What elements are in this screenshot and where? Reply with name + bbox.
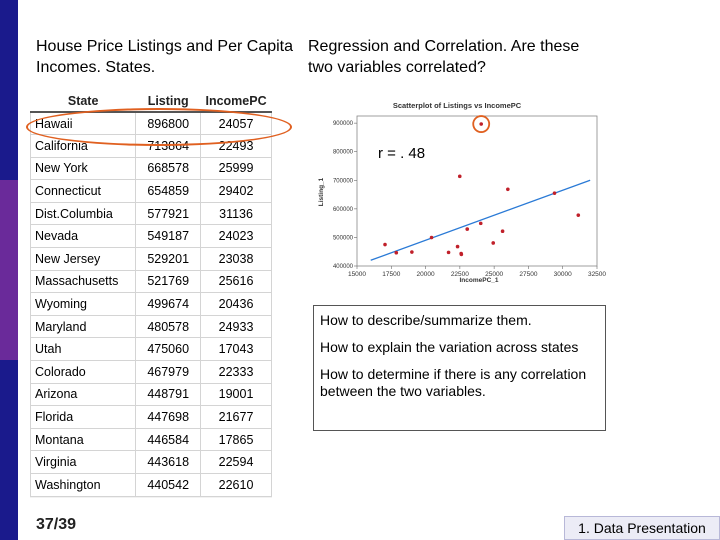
data-point — [458, 175, 462, 179]
x-tick-label: 27500 — [519, 271, 538, 278]
cell-state: Virginia — [31, 451, 136, 474]
data-point — [553, 191, 557, 195]
cell-income: 29402 — [201, 180, 272, 203]
cell-listing: 896800 — [136, 112, 201, 135]
data-point — [479, 122, 483, 126]
notes-box — [313, 305, 606, 431]
cell-income: 22493 — [201, 135, 272, 158]
cell-listing: 668578 — [136, 157, 201, 180]
cell-state: Washington — [31, 474, 136, 497]
cell-state: Massachusetts — [31, 270, 136, 293]
y-tick-label: 500000 — [332, 235, 353, 242]
cell-state: Maryland — [31, 315, 136, 338]
cell-state: Montana — [31, 428, 136, 451]
cell-income: 25999 — [201, 157, 272, 180]
cell-state: Arizona — [31, 383, 136, 406]
y-tick-label: 700000 — [332, 178, 353, 185]
section-tag[interactable]: 1. Data Presentation — [564, 516, 720, 540]
data-point — [447, 251, 451, 255]
cell-listing: 529201 — [136, 248, 201, 271]
data-point — [506, 187, 510, 191]
cell-state: Colorado — [31, 361, 136, 384]
cell-income: 31136 — [201, 202, 272, 225]
left-heading: House Price Listings and Per Capita Incomes. States. — [36, 38, 294, 76]
cell-state: Hawaii — [31, 112, 136, 135]
cell-income: 20436 — [201, 293, 272, 316]
cell-income: 23038 — [201, 248, 272, 271]
cell-state: Florida — [31, 406, 136, 429]
table-row — [31, 180, 272, 203]
cell-state: New Jersey — [31, 248, 136, 271]
table-row — [31, 248, 272, 271]
cell-listing: 577921 — [136, 202, 201, 225]
header-listing: Listing — [136, 90, 201, 112]
data-point — [576, 213, 580, 217]
data-point — [394, 251, 398, 255]
cell-state: Nevada — [31, 225, 136, 248]
data-point — [383, 243, 387, 247]
cell-listing: 549187 — [136, 225, 201, 248]
scatterplot-svg — [309, 92, 606, 289]
side-bar-top — [0, 0, 18, 180]
side-bar-bottom — [0, 360, 18, 540]
x-tick-label: 30000 — [553, 271, 572, 278]
correlation-annotation: r = . 48 — [378, 145, 426, 162]
cell-listing: 443618 — [136, 451, 201, 474]
x-tick-label: 17500 — [382, 271, 401, 278]
right-heading: Regression and Correlation. Are these two variables correlated? — [308, 38, 580, 76]
cell-income: 24057 — [201, 112, 272, 135]
cell-listing: 713864 — [136, 135, 201, 158]
y-tick-labels — [333, 121, 357, 270]
table-body — [31, 112, 272, 496]
table-row — [31, 361, 272, 384]
table-row — [31, 225, 272, 248]
table-row — [31, 383, 272, 406]
cell-income: 17865 — [201, 428, 272, 451]
table-row — [31, 293, 272, 316]
side-bar-middle — [0, 180, 18, 360]
table-row — [31, 406, 272, 429]
page-number: 37/39 — [36, 516, 77, 533]
table-row — [31, 474, 272, 497]
cell-state: California — [31, 135, 136, 158]
data-point — [460, 253, 464, 257]
note-describe: How to describe/summarize them. — [320, 312, 532, 328]
cell-listing: 475060 — [136, 338, 201, 361]
table-row — [31, 451, 272, 474]
y-tick-label: 800000 — [332, 149, 353, 156]
header-income: IncomePC — [201, 90, 272, 112]
listings-table — [30, 90, 272, 497]
data-point — [491, 241, 495, 245]
cell-income: 21677 — [201, 406, 272, 429]
data-point — [479, 222, 483, 226]
x-tick-label: 25000 — [485, 271, 504, 278]
note-correlation: How to determine if there is any correlation between the two variables. — [320, 366, 587, 399]
table-row — [31, 338, 272, 361]
cell-income: 25616 — [201, 270, 272, 293]
cell-income: 24933 — [201, 315, 272, 338]
x-tick-label: 22500 — [450, 271, 469, 278]
y-tick-label: 900000 — [332, 121, 353, 128]
cell-state: Wyoming — [31, 293, 136, 316]
cell-listing: 446584 — [136, 428, 201, 451]
cell-state: Dist.Columbia — [31, 202, 136, 225]
cell-listing: 467979 — [136, 361, 201, 384]
cell-state: New York — [31, 157, 136, 180]
cell-listing: 448791 — [136, 383, 201, 406]
table-row — [31, 157, 272, 180]
scatterplot-chart — [309, 92, 606, 289]
x-tick-label: 32500 — [587, 271, 606, 278]
y-tick-label: 600000 — [332, 206, 353, 213]
x-axis-label: IncomePC_1 — [459, 277, 499, 284]
x-tick-label: 15000 — [347, 271, 367, 278]
cell-listing: 499674 — [136, 293, 201, 316]
cell-listing: 480578 — [136, 315, 201, 338]
cell-listing: 447698 — [136, 406, 201, 429]
chart-title: Scatterplot of Listings vs IncomePC — [392, 101, 522, 110]
cell-income: 22594 — [201, 451, 272, 474]
table-row — [31, 270, 272, 293]
cell-state: Connecticut — [31, 180, 136, 203]
y-tick-label: 400000 — [332, 264, 353, 270]
x-tick-label: 20000 — [416, 271, 435, 278]
note-explain: How to explain the variation across states — [320, 339, 579, 355]
data-point — [456, 245, 460, 249]
header-state: State — [31, 90, 136, 112]
data-point — [501, 229, 505, 233]
table-row — [31, 202, 272, 225]
data-point — [430, 236, 434, 240]
table-row — [31, 315, 272, 338]
hawaii-highlight-ellipse — [26, 108, 292, 146]
cell-income: 17043 — [201, 338, 272, 361]
data-point — [465, 227, 469, 231]
cell-income: 22333 — [201, 361, 272, 384]
cell-income: 24023 — [201, 225, 272, 248]
data-point — [410, 250, 414, 254]
table-row — [31, 428, 272, 451]
cell-income: 19001 — [201, 383, 272, 406]
cell-listing: 440542 — [136, 474, 201, 497]
cell-listing: 521769 — [136, 270, 201, 293]
cell-income: 22610 — [201, 474, 272, 497]
cell-state: Utah — [31, 338, 136, 361]
y-axis-label: Listing_1 — [318, 177, 325, 207]
cell-listing: 654859 — [136, 180, 201, 203]
